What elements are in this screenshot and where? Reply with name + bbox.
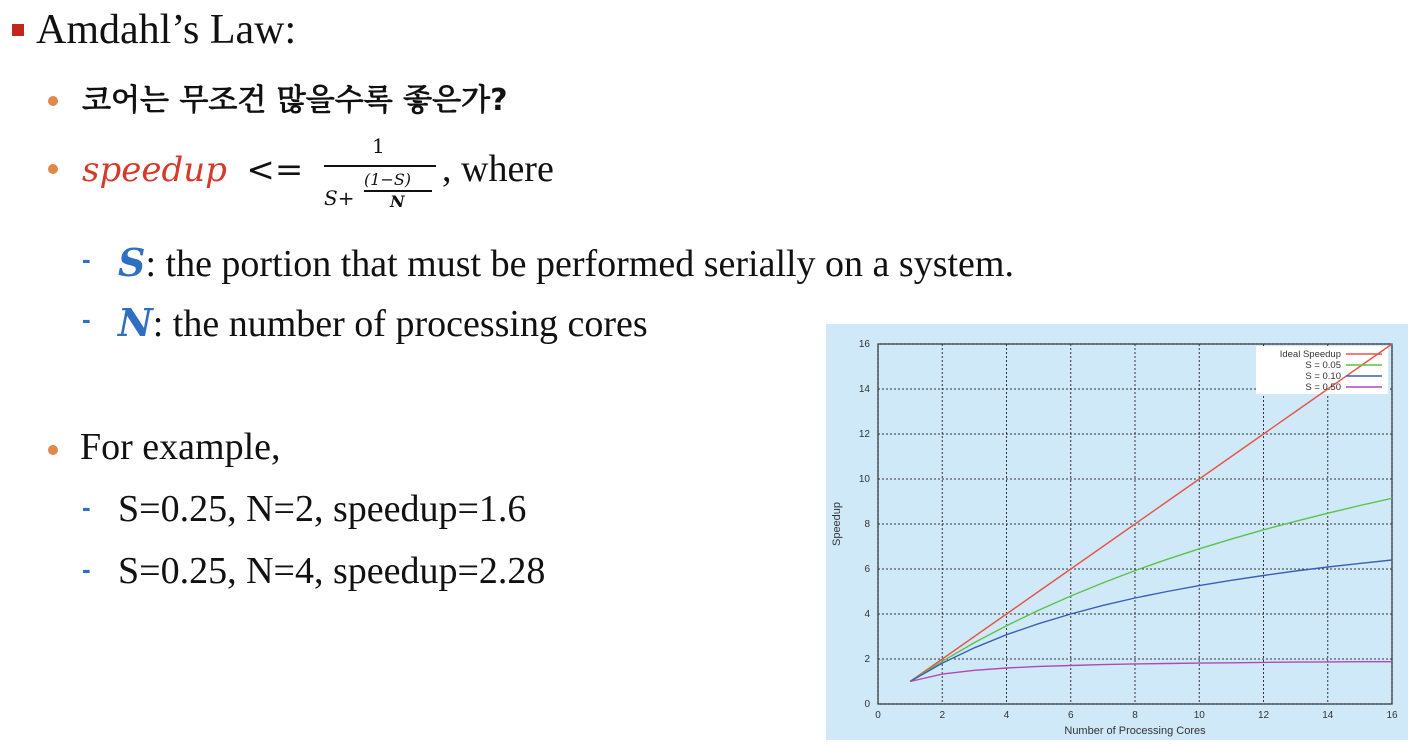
x-tick-label: 6 xyxy=(1067,710,1074,721)
x-tick-label: 14 xyxy=(1322,710,1334,721)
y-tick-label: 2 xyxy=(864,654,870,665)
y-tick-label: 10 xyxy=(858,474,870,485)
x-tick-label: 8 xyxy=(1132,710,1138,721)
x-tick-label: 0 xyxy=(875,710,881,721)
x-axis-label: Number of Processing Cores xyxy=(1064,725,1206,737)
legend-label: S = 0.05 xyxy=(1305,360,1341,371)
example-2: S=0.25, N=4, speedup=2.28 xyxy=(118,550,546,592)
x-tick-label: 10 xyxy=(1193,710,1205,721)
chart-svg xyxy=(826,324,1408,740)
y-tick-label: 6 xyxy=(864,564,870,575)
y-axis-label: Speedup xyxy=(831,501,843,547)
denominator-denominator: N xyxy=(390,192,405,211)
bullet-dot xyxy=(48,96,58,106)
denominator-numerator: (1−S) xyxy=(364,170,412,189)
y-tick-label: 8 xyxy=(864,519,870,530)
fraction-bar xyxy=(324,165,436,167)
formula-operator: <= xyxy=(246,150,304,190)
definition-s-text: : the portion that must be performed serially on a system. xyxy=(145,243,1014,285)
series-line-1 xyxy=(910,344,1392,682)
y-tick-label: 4 xyxy=(864,609,870,620)
formula-suffix: , where xyxy=(442,148,554,190)
example-1: S=0.25, N=2, speedup=1.6 xyxy=(118,488,527,530)
x-tick-label: 2 xyxy=(939,710,946,721)
formula-fraction xyxy=(324,134,436,211)
dash-bullet: - xyxy=(82,492,91,522)
bullet-dot xyxy=(48,445,58,455)
dash-bullet: - xyxy=(82,304,91,334)
x-tick-label: 16 xyxy=(1386,710,1398,721)
formula-line xyxy=(82,146,303,193)
legend-label: S = 0.10 xyxy=(1305,371,1341,382)
definition-s xyxy=(118,240,1014,287)
speedup-chart xyxy=(826,324,1408,740)
series-line-4 xyxy=(910,662,1392,682)
definition-n-text: : the number of processing cores xyxy=(152,303,648,345)
bullet-dot xyxy=(48,164,58,174)
var-n: N xyxy=(118,300,153,345)
var-s: S xyxy=(118,240,146,285)
legend-label: S = 0.50 xyxy=(1305,382,1341,393)
example-heading: For example, xyxy=(80,426,281,468)
y-tick-label: 16 xyxy=(858,339,870,350)
series-line-2 xyxy=(910,498,1392,681)
question-bullet: 코어는 무조건 많을수록 좋은가? xyxy=(82,83,508,118)
slide-title: Amdahl’s Law: xyxy=(36,7,297,53)
dash-bullet: - xyxy=(82,244,91,274)
x-tick-label: 4 xyxy=(1003,710,1010,721)
formula-lhs: speedup xyxy=(82,150,227,190)
title-bullet xyxy=(12,24,24,36)
y-tick-label: 14 xyxy=(858,384,870,395)
fraction-numerator: 1 xyxy=(372,134,385,158)
definition-n xyxy=(118,300,648,347)
dash-bullet: - xyxy=(82,554,91,584)
y-tick-label: 12 xyxy=(858,429,870,440)
legend-label: Ideal Speedup xyxy=(1279,349,1341,360)
denominator-s: S+ xyxy=(324,186,355,210)
y-tick-label: 0 xyxy=(864,699,870,710)
x-tick-label: 12 xyxy=(1257,710,1270,721)
